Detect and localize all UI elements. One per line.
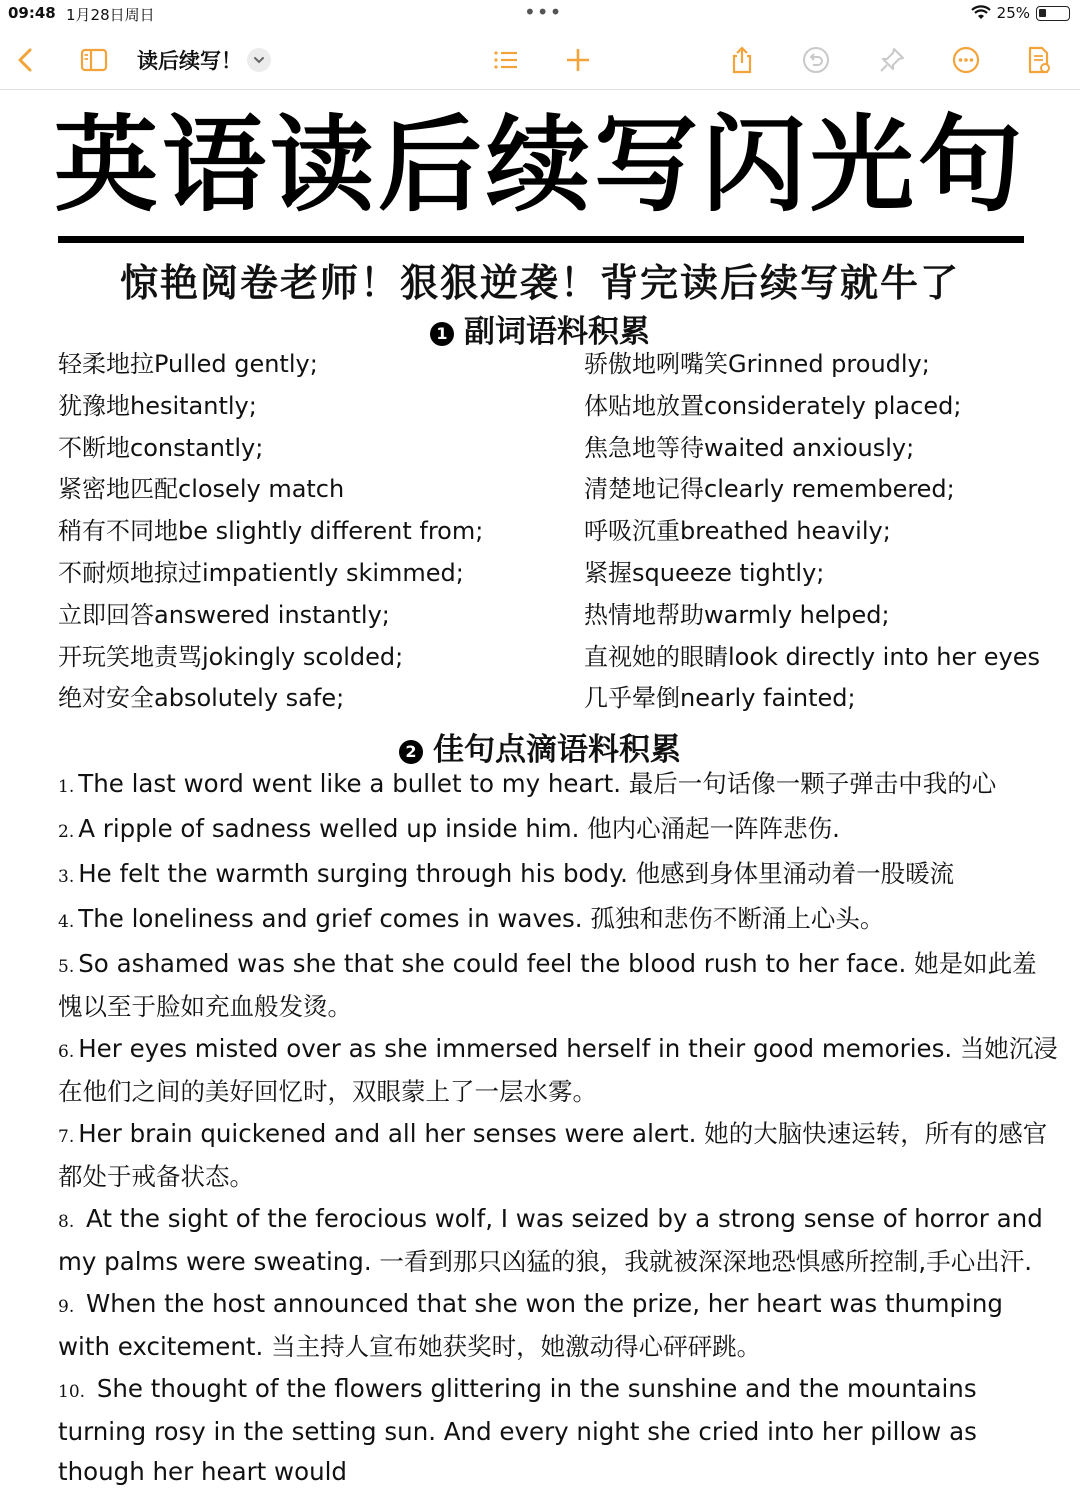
- section-1-title-text: 副词语料积累: [464, 314, 650, 350]
- item-number: 10.: [58, 1382, 86, 1402]
- item-number: 7.: [58, 1127, 75, 1147]
- phrase-list-right: [584, 344, 1040, 720]
- item-number: 3.: [58, 867, 75, 887]
- list-item: 绝对安全absolutely safe;: [58, 684, 345, 713]
- list-item: 开玩笑地责骂jokingly scolded;: [58, 642, 404, 671]
- item-text: So ashamed was she that she could feel the blood rush to her face. 她是如此羞愧以至于脸如充血般发烫。: [58, 949, 1037, 1021]
- list-item: 骄傲地咧嘴笑Grinned proudly;: [584, 350, 930, 378]
- item-text: Her eyes misted over as she immersed herself in their good memories. 当她沉浸在他们之间的美好回忆时，双眼蒙上了一层水雾。: [58, 1034, 1058, 1106]
- wifi-icon: [971, 5, 991, 21]
- list-item: 稍有不同地be slightly different from;: [58, 517, 484, 546]
- list-icon: [491, 45, 521, 75]
- item-number: 9.: [58, 1297, 75, 1317]
- item-text: The last word went like a bullet to my heart. 最后一句话像一颗子弹击中我的心: [78, 769, 997, 798]
- list-item: 不耐烦地掠过impatiently skimmed;: [58, 558, 464, 587]
- item-number: 8.: [58, 1212, 75, 1232]
- list-item: 不断地constantly;: [58, 433, 264, 462]
- share-icon: [727, 45, 757, 75]
- more-button[interactable]: [946, 40, 986, 80]
- add-button[interactable]: [558, 40, 598, 80]
- list-item: 几乎晕倒nearly fainted;: [584, 684, 856, 713]
- section-2-title-text: 佳句点滴语料积累: [433, 732, 681, 768]
- list-item: 轻柔地拉Pulled gently;: [58, 350, 318, 378]
- list-item: [58, 899, 1058, 942]
- headline: 英语读后续写闪光句: [53, 104, 1026, 226]
- document-title[interactable]: 读后续写！: [137, 49, 242, 73]
- title-menu-button[interactable]: [247, 48, 271, 72]
- item-number: 2.: [58, 822, 75, 842]
- list-item: 体贴地放置considerately placed;: [584, 391, 962, 420]
- undo-button[interactable]: [796, 40, 836, 80]
- notes-toolbar: [0, 30, 1080, 90]
- item-text: Her brain quickened and all her senses were alert. 她的大脑快速运转，所有的感官都处于戒备状态。: [58, 1119, 1048, 1191]
- battery-fill: [1039, 9, 1046, 17]
- item-text: A ripple of sadness welled up inside him. 他内心涌起一阵阵悲伤.: [78, 814, 840, 843]
- plus-icon: [563, 45, 593, 75]
- list-item: [58, 1114, 1058, 1197]
- item-number: 1.: [58, 777, 75, 797]
- list-item: 紧握squeeze tightly;: [584, 558, 825, 587]
- status-date: 1月28日周日: [66, 6, 155, 24]
- list-item: [58, 1284, 1058, 1367]
- battery-percent: 25%: [996, 4, 1030, 22]
- list-item: 直视她的眼睛look directly into her eyes: [584, 642, 1040, 671]
- status-time: 09:48: [8, 4, 56, 22]
- undo-icon: [801, 45, 831, 75]
- list-item: 热情地帮助warmly helped;: [584, 600, 890, 629]
- item-number: 5.: [58, 957, 75, 977]
- battery-icon: [1036, 6, 1070, 21]
- item-number: 6.: [58, 1042, 75, 1062]
- list-item: [58, 809, 1058, 852]
- back-button[interactable]: [6, 40, 46, 80]
- section-1-number: 1: [430, 322, 454, 346]
- list-item: 呼吸沉重breathed heavily;: [584, 517, 891, 546]
- document-button[interactable]: [1018, 40, 1058, 80]
- sentence-list: [58, 764, 1058, 1494]
- status-bar: [0, 0, 1080, 28]
- chevron-down-icon: [252, 53, 266, 67]
- phrase-list-left: [58, 344, 483, 720]
- item-text: The loneliness and grief comes in waves. 孤独和悲伤不断涌上心头。: [78, 904, 885, 933]
- list-item: [58, 1369, 1058, 1492]
- list-item: [58, 764, 1058, 807]
- item-text: She thought of the flowers glittering in the sunshine and the mountains turning rosy in the setting sun. And every night she cried into her pillow as though her heart would: [58, 1374, 977, 1486]
- subtitle: 惊艳阅卷老师！狠狠逆袭！背完读后续写就牛了: [119, 261, 960, 305]
- list-item: 犹豫地hesitantly;: [58, 391, 257, 420]
- list-item: [58, 854, 1058, 897]
- list-item: [58, 944, 1058, 1027]
- share-button[interactable]: [722, 40, 762, 80]
- list-item: 立即回答answered instantly;: [58, 600, 390, 629]
- back-chevron-icon: [11, 45, 41, 75]
- status-indicators: [971, 4, 1070, 22]
- list-item: 紧密地匹配closely match: [58, 475, 345, 504]
- pin-icon: [877, 45, 907, 75]
- list-item: 焦急地等待waited anxiously;: [584, 433, 915, 462]
- item-text: When the host announced that she won the prize, her heart was thumping with excitement. 当主持人宣布她获奖时，她激动得心砰砰跳。: [58, 1289, 1003, 1361]
- list-button[interactable]: [486, 40, 526, 80]
- list-item: 清楚地记得clearly remembered;: [584, 475, 955, 504]
- headline-divider: [58, 236, 1024, 243]
- pin-button[interactable]: [872, 40, 912, 80]
- document-icon: [1023, 45, 1053, 75]
- sidebar-icon: [79, 45, 109, 75]
- section-2-title: [0, 724, 1080, 769]
- list-item: [58, 1029, 1058, 1112]
- item-number: 4.: [58, 912, 75, 932]
- item-text: He felt the warmth surging through his body. 他感到身体里涌动着一股暖流: [78, 859, 955, 888]
- multitasking-dots-icon[interactable]: •••: [524, 0, 563, 24]
- item-text: At the sight of the ferocious wolf, I was seized by a strong sense of horror and my palms were sweating. 一看到那只凶猛的狼，我就被深深地恐惧感所控制,手心出汗.: [58, 1204, 1043, 1276]
- list-item: [58, 1199, 1058, 1282]
- section-2-number: 2: [399, 740, 423, 764]
- more-icon: [951, 45, 981, 75]
- sidebar-toggle-button[interactable]: [74, 40, 114, 80]
